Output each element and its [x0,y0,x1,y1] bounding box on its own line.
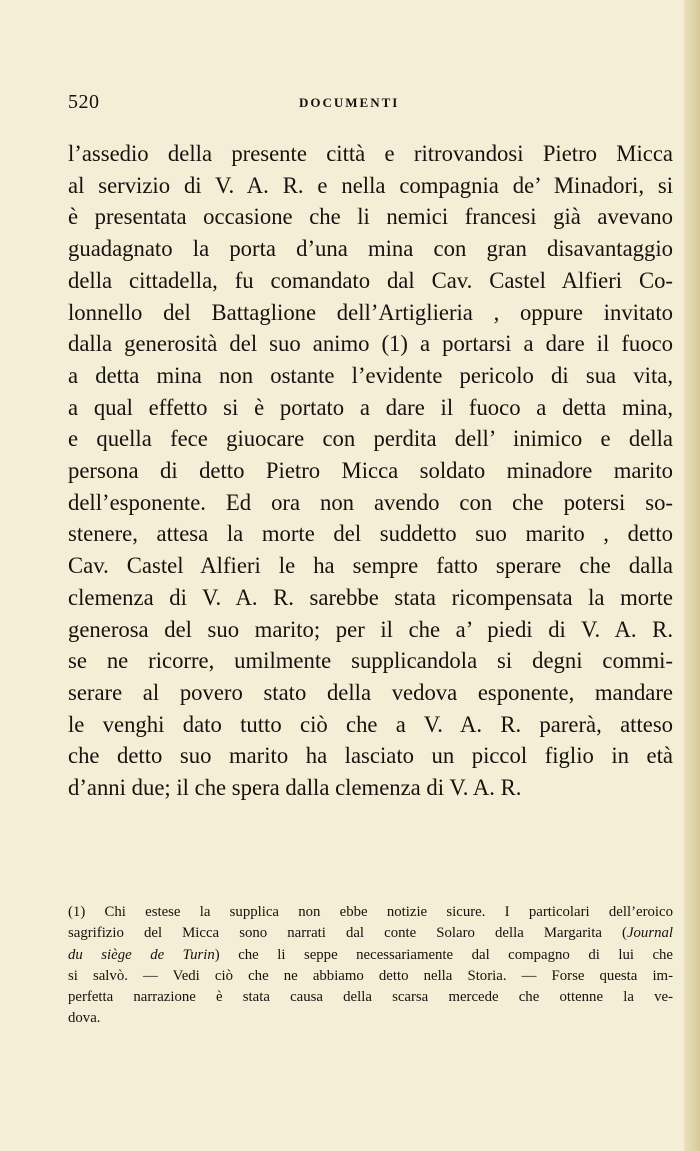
body-line: a detta mina non ostante l’evidente pericolo di sua vita, [68,362,673,388]
footnote-line [68,902,673,923]
footnote-text: (1) Chi estese la supplica non ebbe notizie sicure. I particolari dell’eroico [68,904,673,920]
footnote-line [68,1008,673,1029]
body-line: a qual effetto si è portato a dare il fuoco a detta mina, [68,394,673,420]
body-line: generosa del suo marito; per il che a’ piedi di V. A. R. [68,616,673,642]
body-line: guadagnato la porta d’una mina con gran disavantaggio [68,236,673,262]
body-line: d’anni due; il che spera dalla clemenza di V. A. R. [68,775,522,801]
body-line: l’assedio della presente città e ritrovandosi Pietro Micca [68,141,673,166]
footnote-line [68,923,673,944]
page-edge-shadow [684,0,700,1151]
footnote-italic-title: du siège de Turin [68,946,215,963]
footnote-line [68,945,673,966]
body-line: se ne ricorre, umilmente supplicandola si degni commi- [68,648,673,674]
footnote-text: perfetta narrazione è stata causa della scarsa mercede che ottenne la ve- [68,989,673,1006]
body-line: dell’esponente. Ed ora non avendo con che potersi so- [68,489,673,515]
document-body [68,138,673,804]
body-line: stenere, attesa la morte del suddetto suo marito , detto [68,521,673,547]
body-line: è presentata occasione che li nemici francesi già avevano [68,204,673,230]
body-line: al servizio di V. A. R. e nella compagnia de’ Minadori, si [68,172,673,198]
body-line: della cittadella, fu comandato dal Cav. Castel Alfieri Co- [68,267,673,293]
body-line: clemenza di V. A. R. sarebbe stata ricompensata la morte [68,584,673,610]
footnote-text: dova. [68,1010,101,1027]
body-line: Cav. Castel Alfieri le ha sempre fatto sperare che dalla [68,553,673,579]
body-line: e quella fece giuocare con perdita dell’ inimico e della [68,426,673,452]
footnote-line [68,987,673,1008]
body-line: serare al povero stato della vedova esponente, mandare [68,679,673,705]
body-line: dalla generosità del suo animo (1) a portarsi a dare il fuoco [68,331,673,357]
footnote-italic-title: Journal [626,925,673,942]
footnote-text: sagrifizio del Micca sono narrati dal conte Solaro della Margarita ( [68,925,627,942]
footnote-text: si salvò. — Vedi ciò che ne abbiamo detto nella Storia. — Forse questa im- [68,967,673,984]
footnote [68,902,673,1030]
page-header [68,92,672,114]
body-line: le venghi dato tutto ciò che a V. A. R. parerà, atteso [68,711,673,737]
body-line: lonnello del Battaglione dell’Artiglieria , oppure invitato [68,299,673,325]
running-head: DOCUMENTI [299,95,400,110]
footnote-text: ) che li seppe necessariamente dal compagno di lui che [214,946,673,963]
footnote-line [68,966,673,987]
page-number: 520 [68,91,100,113]
body-line: persona di detto Pietro Micca soldato minadore marito [68,458,673,484]
body-line: che detto suo marito ha lasciato un piccol figlio in età [68,743,673,769]
